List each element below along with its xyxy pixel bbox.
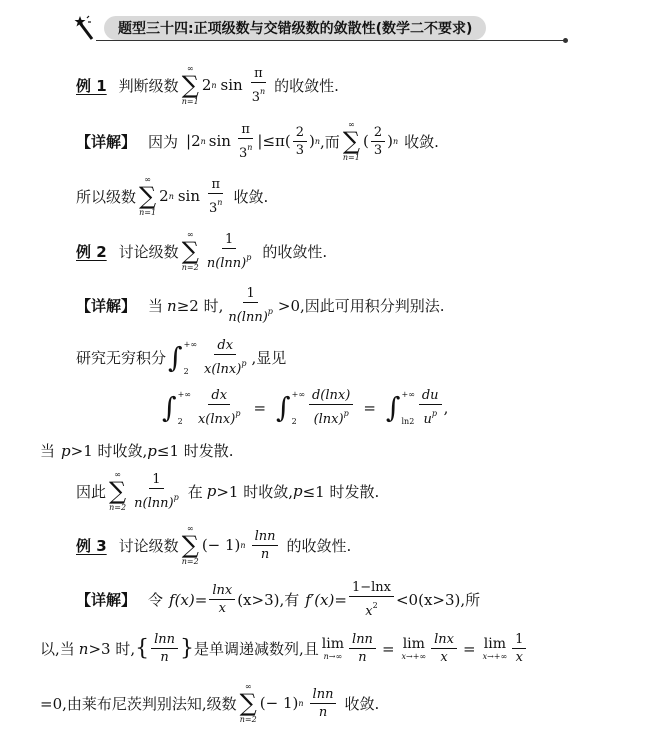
solution-3-line-1: 【详解】 令 f(x)= $\frac{\ln x}{x}$ (x>3),有 f′(x)= $\frac{1-\ln x}{x^2}$ <0(x>3),所 [76,580,481,619]
solution-2-line-2: 研究无穷积分 ∫ +∞ 2 $\frac{dx}{x(\ln x)^p}$ ,显见 [76,338,287,377]
header-rule [96,40,566,41]
example-3: 例 3 讨论级数 ∞ ∑ n=2 (− 1) n $\frac{\ln n}{n}$ 的收敛性. [76,524,352,566]
solution-2-line-1: 【详解】 当 n ≥2 时, $\frac{1}{n(\ln n)^p}$ >0,因此可用积分判别法. [76,286,445,325]
example-2: 例 2 讨论级数 ∞ ∑ n=2 $\frac{1}{n(\ln n)^p}$ 的收敛性. [76,230,328,272]
solution-1-label: 【详解】 [76,132,137,151]
solution-3-line-2: 以,当 n >3 时, { $\frac{\ln n}{n}$ } 是单调递减数列,且 lim n→∞ $\frac{\ln n}{n}$ = lim x→+∞ $\frac{\ln x}{x}$ = lim x→+∞ $\frac{1}{x}$ [40,632,528,665]
header-rule-dot [563,38,568,43]
integral-equation: ∫ +∞ 2 $\frac{dx}{x(\ln x)^p}$ = ∫ +∞ 2 $\frac{d(\ln x)}{(\ln x)^p}$ = ∫ +∞ ln2 $\frac{du}{u^p}$ , [162,388,449,427]
section-header [74,14,486,42]
example-1-text: 判断级数 [118,76,179,95]
solution-3-label: 【详解】 [76,591,137,609]
sum-symbol: ∞ ∑ n=1 [181,64,199,106]
fraction: $\frac{\pi}{3^n}$ [251,65,266,105]
solution-1-line-1: 【详解】 因为 |2 n sin $\frac{\pi}{3^n}$ | ≤π( $\frac{2}{3}$ ) n ,而 ∞ ∑ n=1 ( $\frac{2}{3}$ ) n 收敛. [76,120,439,162]
solution-3-line-3: =0,由莱布尼茨判别法知,级数 ∞ ∑ n=2 (− 1) n $\frac{\ln n}{n}$ 收敛. [40,682,380,724]
example-1: 例 1 判断级数 ∞ ∑ n=1 2 n sin $\frac{\pi}{3^n}$ 的收敛性. [76,64,339,106]
magic-wand-icon [74,15,96,41]
solution-2-line-4: 因此 ∞ ∑ n=2 $\frac{1}{n(\ln n)^p}$ 在 p >1 时收敛, p ≤1 时发散. [76,470,380,512]
solution-2-line-3: 当 p >1 时收敛, p ≤1 时发散. [40,441,234,460]
solution-1-line-2: 所以级数 ∞ ∑ n=1 2 n sin $\frac{\pi}{3^n}$ 收敛. [76,175,269,217]
solution-2-label: 【详解】 [76,297,137,315]
example-2-label: 例 2 [76,242,107,261]
example-3-label: 例 3 [76,536,107,555]
example-1-label: 例 1 [76,76,107,95]
section-title: 题型三十四:正项级数与交错级数的敛散性(数学二不要求) [104,16,486,40]
